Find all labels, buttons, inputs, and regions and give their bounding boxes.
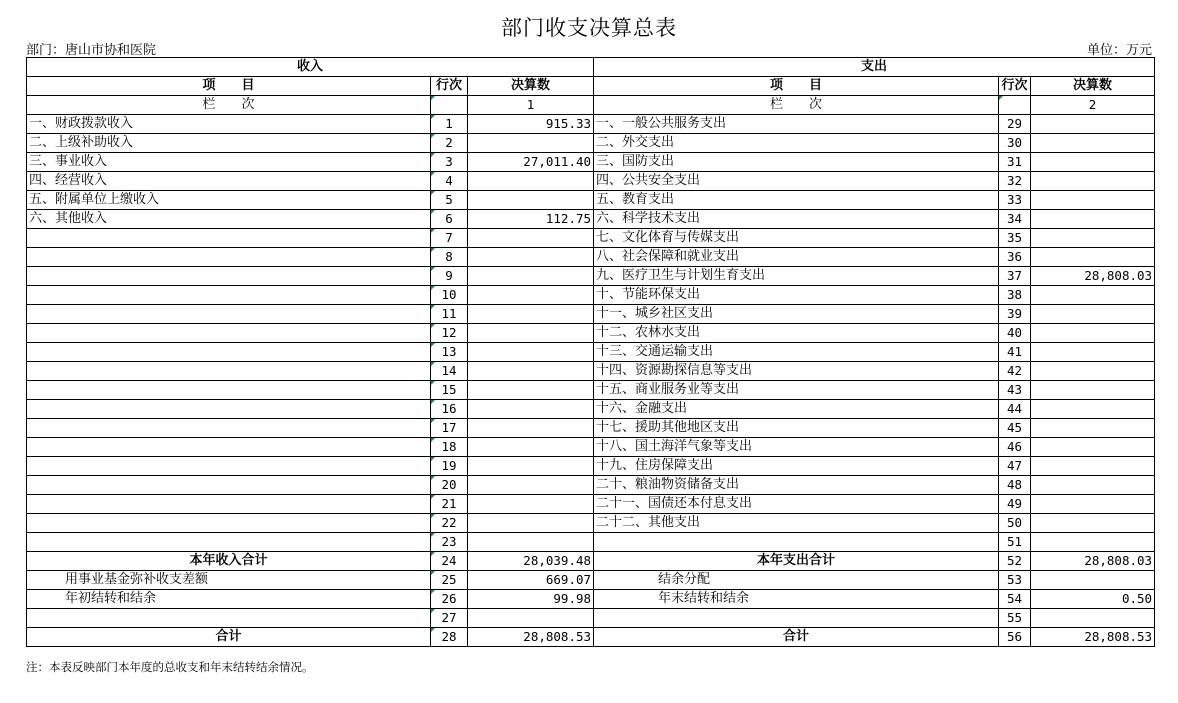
grand-total-income-label: 合计 [27,628,431,647]
grand-total-income-amount: 28,808.53 [468,628,594,647]
expense-row-no-cell: 32 [999,172,1031,191]
table-row [27,457,1155,476]
page-title: 部门收支决算总表 [501,16,677,40]
expense-item-cell: 二十二、其他支出 [594,514,999,533]
income-item-cell [27,343,431,362]
expense-item-cell: 七、文化体育与传媒支出 [594,229,999,248]
blank-expense-amount [1031,609,1155,628]
expense-row-no-cell: 36 [999,248,1031,267]
expense-amount-cell [1031,191,1155,210]
income-item-cell [27,248,431,267]
income-row-no-cell: 3 [431,153,468,172]
income-item-header: 项 目 [27,77,431,96]
grand-total-row [27,628,1155,647]
income-amount-cell: 27,011.40 [468,153,594,172]
income-item-cell [27,533,431,552]
end-label: 年末结转和结余 [594,590,999,609]
income-amount-cell [468,476,594,495]
expense-item-cell: 十四、资源勘探信息等支出 [594,362,999,381]
begin-label: 年初结转和结余 [27,590,431,609]
income-row-no-cell: 12 [431,324,468,343]
income-row-no-cell: 15 [431,381,468,400]
table-row [27,476,1155,495]
income-item-cell [27,438,431,457]
expense-amount-cell [1031,533,1155,552]
income-item-cell [27,267,431,286]
expense-item-cell: 四、公共安全支出 [594,172,999,191]
income-amount-cell: 112.75 [468,210,594,229]
expense-row-no-cell: 38 [999,286,1031,305]
expense-row-no-cell: 43 [999,381,1031,400]
income-row-no-header: 行次 [431,77,468,96]
grand-total-expense-amount: 28,808.53 [1031,628,1155,647]
income-amount-cell [468,172,594,191]
expense-row-no-cell: 29 [999,115,1031,134]
expense-amount-cell [1031,134,1155,153]
expense-item-cell: 二、外交支出 [594,134,999,153]
income-amount-cell [468,267,594,286]
expense-row-no-cell: 42 [999,362,1031,381]
income-row-no-cell: 10 [431,286,468,305]
expense-column-label: 栏 次 [594,96,999,115]
column-index-row [27,96,1155,115]
table-row [27,191,1155,210]
expense-amount-cell [1031,172,1155,191]
fund-row [27,571,1155,590]
table-row [27,533,1155,552]
income-column-index: 1 [468,96,594,115]
income-row-no-cell: 7 [431,229,468,248]
expense-item-cell: 十九、住房保障支出 [594,457,999,476]
income-amount-cell [468,286,594,305]
dist-label: 结余分配 [594,571,999,590]
income-amount-cell [468,381,594,400]
year-income-row-no: 24 [431,552,468,571]
income-item-cell [27,381,431,400]
budget-summary-table [26,57,1155,647]
expense-item-cell: 十三、交通运输支出 [594,343,999,362]
expense-amount-cell [1031,419,1155,438]
income-row-no-cell: 18 [431,438,468,457]
expense-row-no-cell: 51 [999,533,1031,552]
expense-item-cell: 六、科学技术支出 [594,210,999,229]
income-row-no-cell: 17 [431,419,468,438]
expense-amount-cell [1031,324,1155,343]
expense-item-cell: 八、社会保障和就业支出 [594,248,999,267]
expense-item-cell: 二十一、国债还本付息支出 [594,495,999,514]
expense-row-no-cell: 31 [999,153,1031,172]
income-row-no-cell: 1 [431,115,468,134]
expense-item-cell: 十二、农林水支出 [594,324,999,343]
expense-row-no-cell: 41 [999,343,1031,362]
expense-row-no-cell: 46 [999,438,1031,457]
expense-item-cell: 十一、城乡社区支出 [594,305,999,324]
table-row [27,115,1155,134]
income-amount-cell [468,400,594,419]
income-amount-cell [468,514,594,533]
expense-header: 支出 [594,58,1155,77]
department-label: 部门：唐山市协和医院 [26,43,157,58]
begin-row-no: 26 [431,590,468,609]
income-row-no-cell: 16 [431,400,468,419]
expense-row-no-cell: 48 [999,476,1031,495]
income-amount-cell [468,343,594,362]
income-amount-cell [468,438,594,457]
begin-amount: 99.98 [468,590,594,609]
expense-item-cell: 二十、粮油物资储备支出 [594,476,999,495]
table-row [27,381,1155,400]
expense-column-blank [999,96,1031,115]
year-expense-row-no: 52 [999,552,1031,571]
income-item-cell [27,286,431,305]
expense-row-no-cell: 49 [999,495,1031,514]
income-row-no-cell: 6 [431,210,468,229]
expense-row-no-cell: 35 [999,229,1031,248]
income-amount-cell [468,495,594,514]
expense-item-cell: 十八、国土海洋气象等支出 [594,438,999,457]
income-item-cell: 四、经营收入 [27,172,431,191]
income-row-no-cell: 9 [431,267,468,286]
unit-label: 单位：万元 [1086,43,1152,58]
income-item-cell: 六、其他收入 [27,210,431,229]
expense-amount-cell [1031,115,1155,134]
blank-income-row-no: 27 [431,609,468,628]
expense-amount-cell [1031,248,1155,267]
expense-amount-cell [1031,400,1155,419]
income-row-no-cell: 11 [431,305,468,324]
year-income-label: 本年收入合计 [27,552,431,571]
income-row-no-cell: 14 [431,362,468,381]
table-row [27,362,1155,381]
expense-amount-cell [1031,438,1155,457]
expense-item-cell: 十七、援助其他地区支出 [594,419,999,438]
income-row-no-cell: 19 [431,457,468,476]
expense-item-cell: 一、一般公共服务支出 [594,115,999,134]
income-amount-cell [468,362,594,381]
income-row-no-cell: 21 [431,495,468,514]
expense-amount-header: 决算数 [1031,77,1155,96]
expense-item-cell: 十五、商业服务业等支出 [594,381,999,400]
totals-body [27,552,1155,647]
income-item-cell [27,305,431,324]
table-row [27,495,1155,514]
expense-item-header: 项 目 [594,77,999,96]
dist-amount [1031,571,1155,590]
expense-row-no-cell: 45 [999,419,1031,438]
income-header: 收入 [27,58,594,77]
carryover-row [27,590,1155,609]
end-amount: 0.50 [1031,590,1155,609]
income-amount-cell [468,305,594,324]
blank-expense-item [594,609,999,628]
income-amount-cell [468,134,594,153]
blank-row [27,609,1155,628]
income-column-blank [431,96,468,115]
income-amount-cell [468,533,594,552]
expense-item-cell [594,533,999,552]
table-row [27,153,1155,172]
fund-amount: 669.07 [468,571,594,590]
year-income-amount: 28,039.48 [468,552,594,571]
table-row [27,438,1155,457]
table-row [27,229,1155,248]
income-item-cell: 二、上级补助收入 [27,134,431,153]
table-row [27,400,1155,419]
fund-row-no: 25 [431,571,468,590]
expense-amount-cell [1031,305,1155,324]
income-row-no-cell: 13 [431,343,468,362]
grand-total-expense-label: 合计 [594,628,999,647]
table-row [27,134,1155,153]
expense-row-no-cell: 40 [999,324,1031,343]
table-row [27,514,1155,533]
expense-row-no-cell: 33 [999,191,1031,210]
expense-amount-cell [1031,457,1155,476]
income-amount-cell [468,229,594,248]
income-amount-cell [468,457,594,476]
table-row [27,248,1155,267]
expense-item-cell: 十、节能环保支出 [594,286,999,305]
income-item-cell [27,419,431,438]
income-amount-cell [468,324,594,343]
table-row [27,305,1155,324]
expense-row-no-cell: 34 [999,210,1031,229]
income-row-no-cell: 22 [431,514,468,533]
income-column-label: 栏 次 [27,96,431,115]
table-row [27,324,1155,343]
expense-amount-cell [1031,362,1155,381]
table-row [27,419,1155,438]
expense-row-no-cell: 39 [999,305,1031,324]
income-amount-cell [468,191,594,210]
income-item-cell [27,457,431,476]
income-row-no-cell: 8 [431,248,468,267]
year-total-row [27,552,1155,571]
expense-amount-cell [1031,476,1155,495]
table-row [27,172,1155,191]
income-row-no-cell: 20 [431,476,468,495]
expense-amount-cell [1031,286,1155,305]
expense-item-cell: 十六、金融支出 [594,400,999,419]
expense-item-cell: 三、国防支出 [594,153,999,172]
expense-amount-cell: 28,808.03 [1031,267,1155,286]
expense-amount-cell [1031,343,1155,362]
footnote: 注：本表反映部门本年度的总收支和年末结转结余情况。 [26,660,314,674]
income-item-cell [27,400,431,419]
section-header-row [27,58,1155,77]
income-item-cell: 一、财政拨款收入 [27,115,431,134]
expense-row-no-cell: 30 [999,134,1031,153]
table-body [27,115,1155,552]
income-item-cell [27,324,431,343]
column-header-row [27,77,1155,96]
income-amount-cell [468,248,594,267]
expense-column-index: 2 [1031,96,1155,115]
expense-amount-cell [1031,153,1155,172]
expense-row-no-cell: 47 [999,457,1031,476]
end-row-no: 54 [999,590,1031,609]
table-row [27,267,1155,286]
blank-income-amount [468,609,594,628]
income-row-no-cell: 23 [431,533,468,552]
blank-expense-row-no: 55 [999,609,1031,628]
expense-row-no-cell: 50 [999,514,1031,533]
income-item-cell [27,514,431,533]
income-amount-header: 决算数 [468,77,594,96]
year-expense-amount: 28,808.03 [1031,552,1155,571]
income-amount-cell: 915.33 [468,115,594,134]
expense-amount-cell [1031,210,1155,229]
grand-total-expense-row-no: 56 [999,628,1031,647]
income-row-no-cell: 2 [431,134,468,153]
income-item-cell: 三、事业收入 [27,153,431,172]
expense-item-cell: 九、医疗卫生与计划生育支出 [594,267,999,286]
expense-row-no-cell: 37 [999,267,1031,286]
dist-row-no: 53 [999,571,1031,590]
grand-total-income-row-no: 28 [431,628,468,647]
income-row-no-cell: 5 [431,191,468,210]
expense-row-no-cell: 44 [999,400,1031,419]
year-expense-label: 本年支出合计 [594,552,999,571]
income-item-cell [27,476,431,495]
income-row-no-cell: 4 [431,172,468,191]
table-row [27,210,1155,229]
expense-item-cell: 五、教育支出 [594,191,999,210]
fund-label: 用事业基金弥补收支差额 [27,571,431,590]
table-row [27,343,1155,362]
income-item-cell: 五、附属单位上缴收入 [27,191,431,210]
income-amount-cell [468,419,594,438]
expense-amount-cell [1031,495,1155,514]
blank-income-item [27,609,431,628]
table-row [27,286,1155,305]
expense-amount-cell [1031,514,1155,533]
income-item-cell [27,362,431,381]
expense-amount-cell [1031,229,1155,248]
income-item-cell [27,495,431,514]
expense-amount-cell [1031,381,1155,400]
income-item-cell [27,229,431,248]
expense-row-no-header: 行次 [999,77,1031,96]
